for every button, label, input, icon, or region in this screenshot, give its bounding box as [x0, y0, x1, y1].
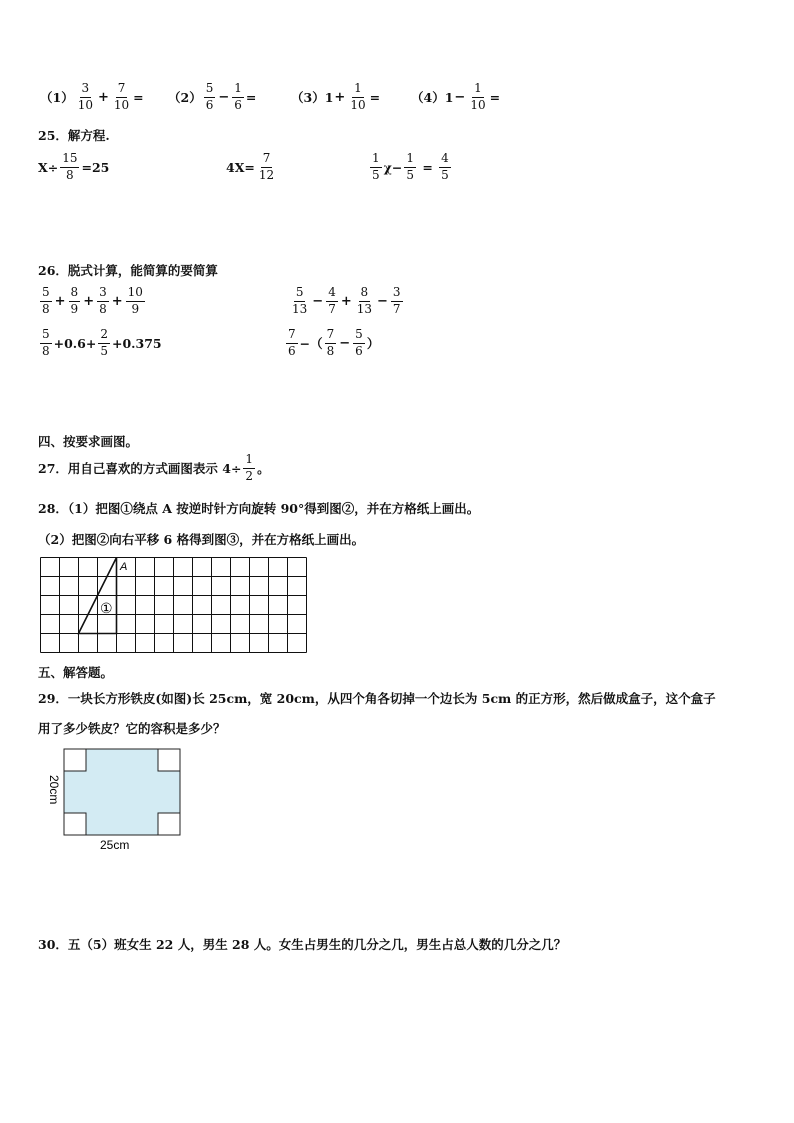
fraction: $\frac{3}{10}$	[77, 81, 93, 112]
corner-square-top-left	[64, 749, 86, 771]
q26-expression-1: $\frac{5}{8}$ + $\frac{8}{9}$ + $\frac{3}{8}$ + $\frac{10}{9}$	[42, 285, 143, 316]
fraction: $\frac{5}{8}$	[42, 285, 50, 316]
q30-text: 30．五（5）班女生 22 人，男生 28 人。女生占男生的几分之几，男生占总人数的几分之几？	[38, 937, 567, 952]
corner-square-bottom-left	[64, 813, 86, 835]
fraction: $\frac{5}{13}$	[292, 285, 308, 316]
section-4-heading: 四、按要求画图。	[38, 434, 139, 449]
q28-part-1: 28．（1）把图①绕点 A 按逆时针方向旋转 90°得到图②，并在方格纸上画出。	[38, 501, 480, 516]
fraction: $\frac{2}{5}$	[100, 327, 108, 358]
fraction: $\frac{7}{8}$	[326, 327, 335, 358]
q29-text-line-1: 29．一块长方形铁皮(如图)长 25cm，宽 20cm，从四个角各切掉一个边长为 5cm 的正方形，然后做成盒子，这个盒子	[38, 691, 716, 706]
corner-square-bottom-right	[158, 813, 180, 835]
fraction: $\frac{1}{5}$	[406, 151, 414, 182]
fraction: $\frac{8}{9}$	[70, 285, 79, 316]
fraction: $\frac{7}{6}$	[288, 327, 296, 358]
fraction: $\frac{3}{7}$	[392, 285, 401, 316]
q26-title: 26．脱式计算，能简算的要简算	[38, 263, 218, 278]
iron-sheet-figure	[38, 743, 188, 855]
q24-item-4: （4） 1 − $\frac{1}{10}$ =	[411, 81, 501, 112]
fraction: $\frac{1}{10}$	[470, 81, 486, 112]
fraction: $\frac{5}{6}$	[355, 327, 363, 358]
q24-item-2: （2） $\frac{5}{6}$ − $\frac{1}{6}$ =	[168, 81, 257, 112]
q29-text-line-2: 用了多少铁皮？它的容积是多少？	[38, 721, 226, 736]
fraction: $\frac{1}{10}$	[350, 81, 366, 112]
shape-1-label: ①	[100, 600, 113, 616]
fraction: $\frac{1}{6}$	[234, 81, 242, 112]
fraction: $\frac{8}{13}$	[356, 285, 373, 316]
q28-part-2: （2）把图②向右平移 6 格得到图③，并在方格纸上画出。	[38, 532, 365, 547]
q25-title: 25．解方程.	[38, 128, 110, 143]
point-a-label: A	[120, 561, 128, 573]
fraction: $\frac{3}{8}$	[99, 285, 107, 316]
fraction: $\frac{15}{8}$	[62, 151, 78, 182]
q26-expression-3: $\frac{5}{8}$ +0.6+ $\frac{2}{5}$ +0.375	[42, 327, 162, 358]
fraction: $\frac{4}{7}$	[328, 285, 336, 316]
fraction: $\frac{7}{10}$	[113, 81, 130, 112]
grid-lines	[41, 558, 307, 653]
fraction: $\frac{1}{2}$	[245, 452, 254, 483]
fraction: $\frac{4}{5}$	[441, 151, 449, 182]
fraction: $\frac{10}{9}$	[127, 285, 143, 316]
fraction: $\frac{5}{8}$	[42, 327, 50, 358]
fraction: $\frac{7}{12}$	[258, 151, 275, 182]
fraction: $\frac{5}{6}$	[205, 81, 214, 112]
height-label: 20cm	[47, 775, 61, 805]
q26-expression-2: $\frac{5}{13}$ − $\frac{4}{7}$ + $\frac{8}{13}$ − $\frac{3}{7}$	[292, 285, 401, 316]
width-label: 25cm	[100, 838, 130, 852]
section-5-heading: 五、解答题。	[38, 665, 114, 680]
corner-square-top-right	[158, 749, 180, 771]
q25-equation-3: $\frac{1}{5}$ χ− $\frac{1}{5}$ = $\frac{4}{5}$	[372, 151, 449, 182]
grid-figure	[40, 557, 308, 655]
q25-equation-1: X÷ $\frac{15}{8}$ =25	[38, 151, 110, 182]
fraction: $\frac{1}{5}$	[372, 151, 380, 182]
q24-item-3: （3） 1 + $\frac{1}{10}$ =	[291, 81, 381, 112]
q27: 27．用自己喜欢的方式画图表示 4÷ $\frac{1}{2}$ 。	[38, 452, 270, 483]
q26-expression-4: $\frac{7}{6}$ −（ $\frac{7}{8}$ − $\frac{5}{6}$ ）	[288, 327, 380, 358]
q24-item-1: （1） $\frac{3}{10}$ + $\frac{7}{10}$ =	[40, 81, 144, 112]
q25-equation-2: 4X= $\frac{7}{12}$	[226, 151, 275, 182]
q24-label-1: （1）	[40, 90, 74, 106]
